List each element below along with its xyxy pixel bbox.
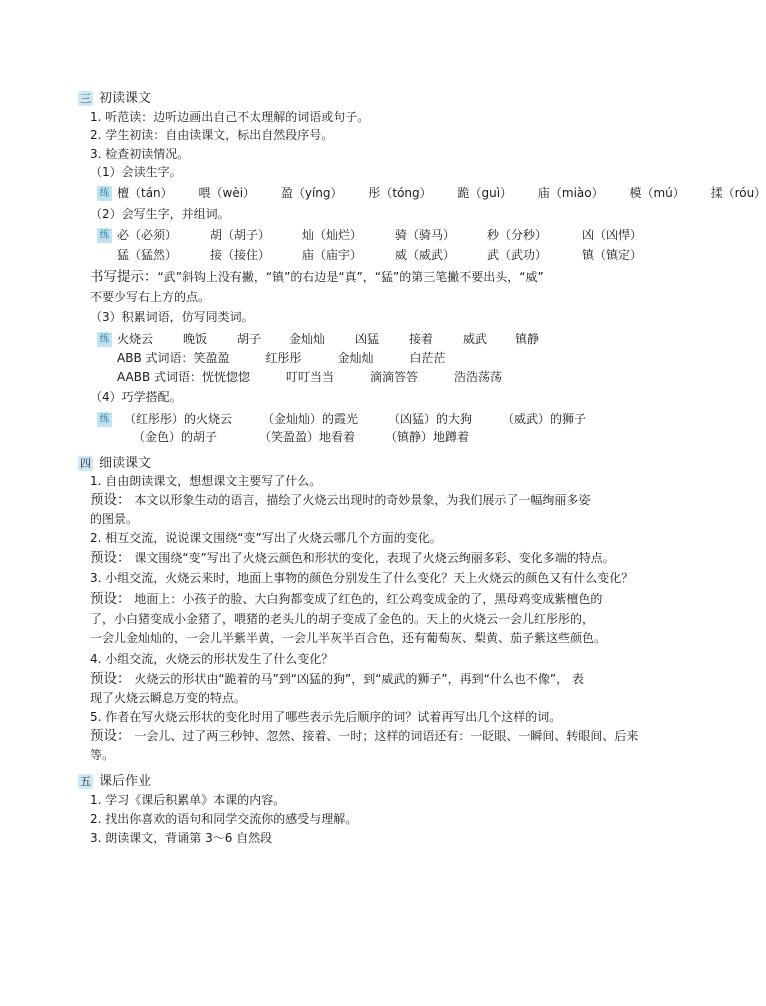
accum-word: 凶猛 bbox=[355, 332, 380, 346]
word-item: 凶（凶悍） bbox=[582, 228, 643, 242]
sub-1: （1）会读生字。 bbox=[90, 165, 182, 179]
pinyin-item: 彤（tóng） bbox=[368, 186, 432, 200]
writing-tips-label: 书写提示： bbox=[90, 269, 158, 285]
answer-label: 预设： bbox=[90, 550, 131, 566]
question-1: 1. 自由朗读课文，想想课文主要写了什么。 bbox=[90, 474, 322, 488]
accum-word: 金灿灿 bbox=[289, 332, 326, 346]
answer-label: 预设： bbox=[90, 492, 131, 508]
word-item: 胡（胡子） bbox=[210, 228, 271, 242]
writing-tips-line-2: 不要少写右上方的点。 bbox=[90, 290, 211, 304]
pinyin-item: 喂（wèi） bbox=[198, 186, 256, 200]
sub-4: （4）巧学搭配。 bbox=[90, 390, 182, 404]
step-3: 3. 检查初读情况。 bbox=[90, 147, 190, 161]
section-title-first-reading: 初读课文 bbox=[99, 91, 152, 106]
answer-label: 预设： bbox=[90, 591, 131, 607]
practice-tag-1: 练 bbox=[97, 186, 112, 201]
answer-text: 课文围绕“变”写出了火烧云颜色和形状的变化，表现了火烧云绚丽多彩、变化多端的特点。 bbox=[134, 551, 615, 565]
pinyin-item: 跪（guì） bbox=[457, 186, 513, 200]
aabb-words: AABB 式词语：恍恍惚惚 叮叮当当 滴滴答答 浩浩荡荡 bbox=[117, 370, 503, 384]
answer-1-line-1 bbox=[90, 493, 590, 508]
accum-word: 火烧云 bbox=[117, 332, 154, 346]
word-item: 庙（庙宇） bbox=[302, 248, 363, 262]
question-3: 3. 小组交流，火烧云来时，地面上事物的颜色分别发生了什么变化？天上火烧云的颜色又有什么变化？ bbox=[90, 571, 634, 585]
section-title-homework: 课后作业 bbox=[99, 774, 152, 789]
answer-label: 预设： bbox=[90, 671, 131, 687]
pinyin-item: 檀（tán） bbox=[117, 186, 173, 200]
word-item: 骑（骑马） bbox=[395, 228, 456, 242]
answer-5-line-1 bbox=[90, 729, 638, 744]
section-title-close-reading: 细读课文 bbox=[99, 456, 152, 471]
answer-label: 预设： bbox=[90, 728, 131, 744]
homework-1: 1. 学习《课后积累单》本课的内容。 bbox=[90, 793, 286, 807]
word-item: 必（必须） bbox=[117, 228, 178, 242]
word-item: 秒（分秒） bbox=[487, 228, 548, 242]
answer-text: 本文以形象生动的语言，描绘了火烧云出现时的奇妙景象，为我们展示了一幅绚丽多姿 bbox=[134, 493, 591, 507]
word-item: 猛（猛然） bbox=[117, 248, 178, 262]
answer-3-line-3: 一会儿金灿灿的，一会儿半紫半黄，一会儿半灰半百合色，还有葡萄灰、梨黄、茄子紫这些颜色。 bbox=[90, 631, 607, 645]
answer-3-line-2: 了，小白猪变成小金猪了，喂猪的老头儿的胡子变成了金色的。天上的火烧云一会儿红彤彤的， bbox=[90, 612, 595, 626]
practice-tag-3: 练 bbox=[97, 332, 112, 347]
match-row-2: （金色）的胡子 （笑盈盈）地看着 （镇静）地蹲着 bbox=[133, 430, 470, 444]
accum-word: 接着 bbox=[409, 332, 434, 346]
accum-word: 威武 bbox=[463, 332, 488, 346]
pinyin-item: 盈（yíng） bbox=[280, 186, 343, 200]
question-4: 4. 小组交流，火烧云的形状发生了什么变化？ bbox=[90, 652, 334, 666]
section-badge-5: 五 bbox=[80, 775, 91, 788]
accum-word: 胡子 bbox=[237, 332, 262, 346]
practice-tag-4: 练 bbox=[97, 412, 112, 427]
answer-text: 火烧云的形状由“跪着的马”到“凶猛的狗”，到“威武的狮子”，再到“什么也不像”， 表 bbox=[134, 672, 584, 686]
word-item: 灿（灿烂） bbox=[302, 228, 363, 242]
section-badge-3: 三 bbox=[80, 92, 91, 105]
homework-3: 3. 朗读课文，背诵第 3～6 自然段 bbox=[90, 831, 273, 845]
word-item: 接（接住） bbox=[210, 248, 271, 262]
answer-5-line-2: 等。 bbox=[90, 748, 115, 762]
section-badge-4: 四 bbox=[80, 457, 91, 470]
homework-2: 2. 找出你喜欢的语句和同学交流你的感受与理解。 bbox=[90, 812, 358, 826]
word-item: 镇（镇定） bbox=[582, 248, 643, 262]
answer-text: 地面上：小孩子的脸、大白狗都变成了红色的，红公鸡变成金的了，黑母鸡变成紫檀色的 bbox=[134, 592, 603, 606]
match-row-1: （红彤彤）的火烧云 （金灿灿）的霞光 （凶猛）的大狗 （威武）的狮子 bbox=[124, 412, 587, 426]
word-item: 威（威武） bbox=[395, 248, 456, 262]
pinyin-item: 揉（róu） bbox=[710, 186, 766, 200]
sub-3: （3）积累词语，仿写同类词。 bbox=[90, 310, 254, 324]
pinyin-item: 模（mú） bbox=[629, 186, 685, 200]
answer-3-line-1 bbox=[90, 592, 602, 607]
sub-2: （2）会写生字，并组词。 bbox=[90, 207, 230, 221]
practice-tag-2: 练 bbox=[97, 228, 112, 243]
pinyin-row bbox=[117, 186, 766, 201]
answer-4-line-2: 现了火烧云瞬息万变的特点。 bbox=[90, 691, 247, 705]
word-item: 武（武功） bbox=[487, 248, 548, 262]
pinyin-item: 庙（miào） bbox=[537, 186, 604, 200]
accum-word: 镇静 bbox=[515, 332, 540, 346]
answer-2-line-1 bbox=[90, 551, 615, 566]
answer-4-line-1 bbox=[90, 672, 584, 687]
question-2: 2. 相互交流，说说课文围绕“变”写出了火烧云哪几个方面的变化。 bbox=[90, 531, 442, 545]
question-5: 5. 作者在写火烧云形状的变化时用了哪些表示先后顺序的词？试着再写出几个这样的词。 bbox=[90, 710, 562, 724]
accum-word: 晚饭 bbox=[183, 332, 208, 346]
answer-1-line-2: 的图景。 bbox=[90, 512, 139, 526]
writing-tips-text: “武”斜钩上没有撇，“镇”的右边是“真”，“猛”的第三笔撇不要出头，“威” bbox=[157, 270, 544, 284]
answer-text: 一会儿、过了两三秒钟、忽然、接着、一时；这样的词语还有：一眨眼、一瞬间、转眼间、后来 bbox=[134, 729, 639, 743]
writing-tips-line-1 bbox=[90, 270, 544, 285]
step-1: 1. 听范读：边听边画出自己不太理解的词语或句子。 bbox=[90, 110, 370, 124]
abb-words: ABB 式词语：笑盈盈 红彤彤 金灿灿 白茫茫 bbox=[117, 351, 446, 365]
step-2: 2. 学生初读：自由读课文，标出自然段序号。 bbox=[90, 128, 334, 142]
